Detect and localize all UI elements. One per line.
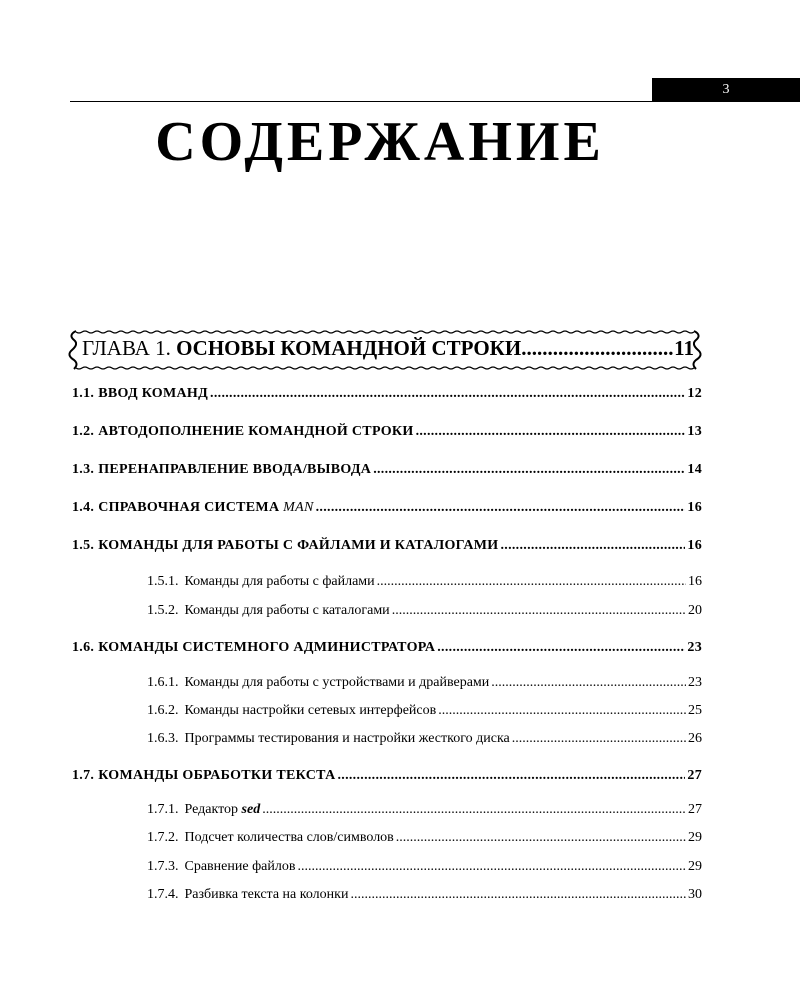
entry-page: 16 <box>687 538 702 553</box>
entry-number: 1.7.1. <box>147 802 179 817</box>
entry-label: Сравнение файлов <box>184 859 296 874</box>
entry-leader <box>377 574 686 590</box>
entry-leader <box>297 859 686 875</box>
entry-number: 1.7.2. <box>147 830 179 845</box>
chapter-prefix: ГЛАВА 1. <box>82 336 171 360</box>
entry-number: 1.7. <box>72 768 95 783</box>
entry-number: 1.5.2. <box>147 603 179 618</box>
entry-number: 1.1. <box>72 386 95 401</box>
toc-entry-1-1[interactable] <box>72 386 702 402</box>
entry-page: 29 <box>688 859 702 874</box>
entry-label: Команды для работы с каталогами <box>184 603 390 618</box>
entry-number: 1.6.2. <box>147 703 179 718</box>
entry-leader <box>262 802 686 818</box>
entry-number: 1.6. <box>72 640 95 655</box>
entry-page: 23 <box>688 675 702 690</box>
entry-label: КОМАНДЫ ОБРАБОТКИ ТЕКСТА <box>98 768 336 783</box>
chapter-name: ОСНОВЫ КОМАНДНОЙ СТРОКИ <box>176 336 522 360</box>
chapter-heading[interactable] <box>62 329 708 371</box>
entry-number: 1.6.3. <box>147 731 179 746</box>
chapter-page: 11 <box>674 336 694 360</box>
entry-page: 12 <box>687 386 702 401</box>
entry-label: КОМАНДЫ СИСТЕМНОГО АДМИНИСТРАТОРА <box>98 640 436 655</box>
entry-label: ВВОД КОМАНД <box>98 386 209 401</box>
entry-number: 1.5. <box>72 538 95 553</box>
entry-label: Команды настройки сетевых интерфейсов <box>184 703 437 718</box>
toc-entry-1-6-2[interactable] <box>72 703 702 719</box>
entry-label: АВТОДОПОЛНЕНИЕ КОМАНДНОЙ СТРОКИ <box>98 424 414 439</box>
header-rule <box>70 101 652 102</box>
entry-leader <box>437 640 685 656</box>
entry-label: ПЕРЕНАПРАВЛЕНИЕ ВВОДА/ВЫВОДА <box>98 462 372 477</box>
entry-label: Команды для работы с устройствами и драйверами <box>184 675 490 690</box>
entry-number: 1.6.1. <box>147 675 179 690</box>
entry-label: Команды для работы с файлами <box>184 574 375 589</box>
toc-entry-1-5[interactable] <box>72 538 702 554</box>
entry-page: 16 <box>687 500 702 515</box>
entry-page: 25 <box>688 703 702 718</box>
toc-entry-1-5-1[interactable] <box>72 574 702 590</box>
entry-leader <box>416 424 686 440</box>
entry-label: КОМАНДЫ ДЛЯ РАБОТЫ С ФАЙЛАМИ И КАТАЛОГАМИ <box>98 538 499 553</box>
entry-number: 1.2. <box>72 424 95 439</box>
toc-entry-1-7-3[interactable] <box>72 859 702 875</box>
entry-leader <box>500 538 685 554</box>
entry-label: СПРАВОЧНАЯ СИСТЕМА MAN <box>98 500 314 515</box>
entry-label: Редактор sed <box>184 802 261 817</box>
toc-entry-1-6[interactable] <box>72 640 702 656</box>
entry-leader <box>491 675 686 691</box>
entry-number: 1.7.3. <box>147 859 179 874</box>
toc-entry-1-7-2[interactable] <box>72 830 702 846</box>
toc-entry-1-7-1[interactable] <box>72 802 702 818</box>
entry-page: 30 <box>688 887 702 902</box>
entry-number: 1.7.4. <box>147 887 179 902</box>
toc-entry-1-6-3[interactable] <box>72 731 702 747</box>
entry-label: Разбивка текста на колонки <box>184 887 349 902</box>
entry-label-italic: MAN <box>283 500 314 515</box>
entry-page: 16 <box>688 574 702 589</box>
toc-entry-1-6-1[interactable] <box>72 675 702 691</box>
page-number: 3 <box>652 78 800 102</box>
entry-leader <box>373 462 685 478</box>
entry-leader <box>392 603 686 619</box>
entry-leader <box>316 500 686 516</box>
entry-page: 27 <box>687 768 702 783</box>
entry-label: Подсчет количества слов/символов <box>184 830 394 845</box>
entry-page: 29 <box>688 830 702 845</box>
entry-leader <box>350 887 686 903</box>
entry-number: 1.4. <box>72 500 95 515</box>
entry-number: 1.5.1. <box>147 574 179 589</box>
toc-entry-1-7[interactable] <box>72 768 702 784</box>
entry-page: 14 <box>687 462 702 477</box>
entry-label-italic: sed <box>241 802 261 817</box>
entry-page: 13 <box>687 424 702 439</box>
entry-page: 23 <box>687 640 702 655</box>
entry-page: 20 <box>688 603 702 618</box>
chapter-leader <box>521 336 674 361</box>
toc-entry-1-2[interactable] <box>72 424 702 440</box>
entry-label: Программы тестирования и настройки жесткого диска <box>184 731 510 746</box>
entry-page: 27 <box>688 802 702 817</box>
entry-page: 26 <box>688 731 702 746</box>
toc-entry-1-7-4[interactable] <box>72 887 702 903</box>
entry-number: 1.3. <box>72 462 95 477</box>
toc-entry-1-3[interactable] <box>72 462 702 478</box>
entry-leader <box>210 386 685 402</box>
page-title: СОДЕРЖАНИЕ <box>155 111 605 173</box>
entry-leader <box>337 768 685 784</box>
entry-leader <box>396 830 686 846</box>
entry-leader <box>438 703 686 719</box>
entry-leader <box>512 731 686 747</box>
toc-entry-1-4[interactable] <box>72 500 702 516</box>
toc-entry-1-5-2[interactable] <box>72 603 702 619</box>
